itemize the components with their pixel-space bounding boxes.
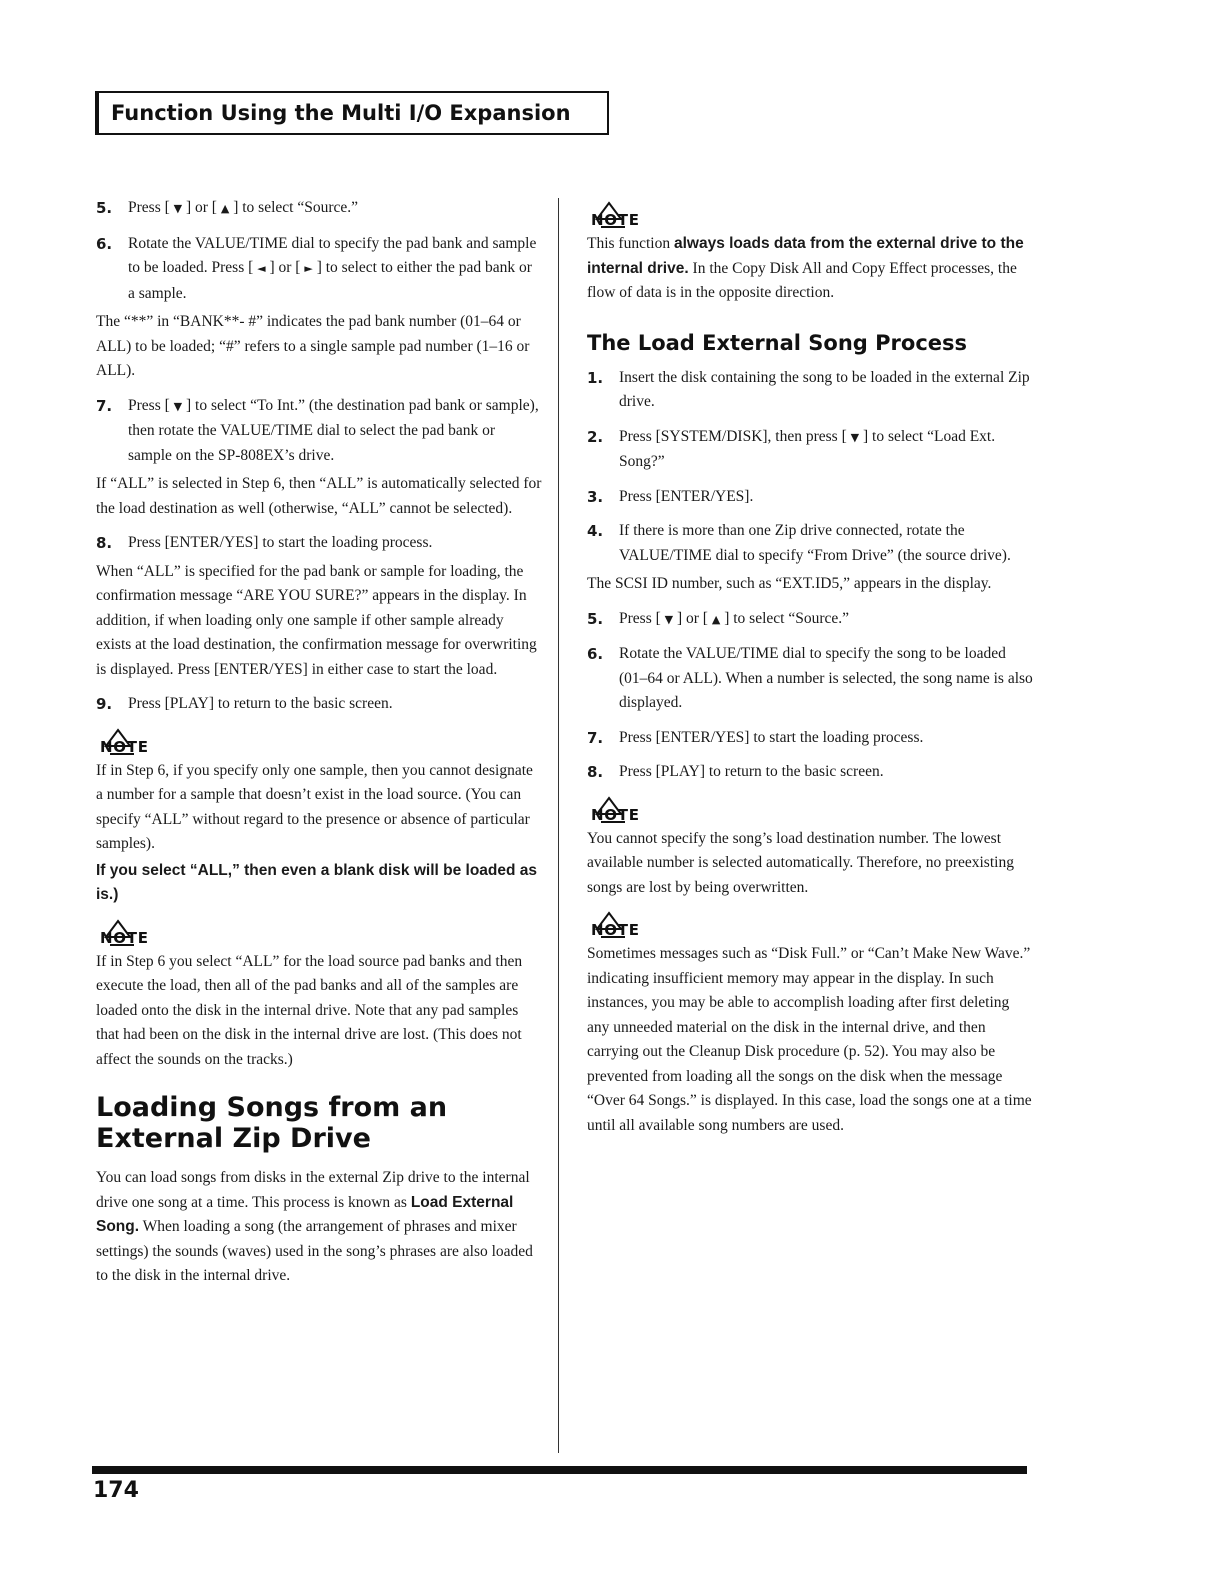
step-number: 6. [587,645,604,663]
footer-rule [92,1466,1027,1474]
note-insufficient-memory: Sometimes messages such as “Disk Full.” or “Can’t Make New Wave.” indicating insufficient memory may appear in the display. In such instances, you may be able to accomplish loading after first deleting any unneeded material on the disk in the internal drive, and then carrying out the Cleanup Disk procedure (p. 52). You may also be prevented from loading all the songs on the disk when the message “Over 64 Songs.” is displayed. In this case, load the songs one at a time until all available song numbers are used. [587,945,1032,1134]
left-arrow-icon: ◄ [257,262,266,275]
note-all-load: If in Step 6 you select “ALL” for the load source pad banks and then execute the load, then all of the pad banks and all of the samples are loaded onto the disk in the internal drive. Note that any pad samples that had been on the disk in the internal drive are lost. (This does not affect the sounds on the tracks.) [96,952,523,1068]
step-6-song-select: 6. Rotate the VALUE/TIME dial to specify the song to be loaded (01–64 or ALL). When a number is selected, the song name is also displayed. [587,642,1033,716]
note-icon [96,727,152,759]
svg-text:NOTE: NOTE [591,805,639,824]
svg-text:NOTE: NOTE [591,921,639,939]
confirmation-explanation: When “ALL” is specified for the pad bank or sample for loading, the confirmation message “ARE YOU SURE?” appears in the display. In addition, if when loading only one sample if other sample already exists at the load destination, the confirmation message for overwriting is displayed. Press [ENTER/YES] in either case to start the load. [96,562,537,678]
term-load-external-song: Load External Song. [96,1193,514,1235]
section-heading: Loading Songs from an External Zip Drive [96,1092,448,1154]
note-blank-disk: If you select “ALL,” then even a blank disk will be loaded as is.) [96,861,538,903]
step-5-source: 5. Press [ ▼ ] or [ ▲ ] to select “Source.” [587,607,1033,633]
step-number: 6. [96,234,113,253]
step-2-system-disk: 2. Press [SYSTEM/DISK], then press [ ▼ ] to select “Load Ext. Song?” [587,425,1033,475]
note-icon [96,918,152,950]
step-number: 2. [587,427,604,446]
note-icon [587,910,643,942]
down-arrow-icon: ▼ [173,399,183,413]
step-number: 9. [96,695,113,713]
svg-text:NOTE: NOTE [100,737,148,756]
note-single-sample: If in Step 6, if you specify only one sample, then you cannot designate a number for a sample that doesn’t exist in the load source. (You can specify “ALL” without regard to the presence or absence of particular samples). [96,761,533,852]
section-intro: You can load songs from disks in the external Zip drive to the internal drive one song at a time. This process is known as Load External Song. When loading a song (the arrangement of phrases and mixer settings) the sounds (waves) used in the song’s phrases are also loaded to the disk in the internal drive. [96,1169,533,1284]
down-arrow-icon: ▼ [664,612,674,626]
right-column [587,200,1033,1148]
step-number: 8. [587,763,604,781]
step-3-enter: 3. Press [ENTER/YES]. [587,485,1033,510]
down-arrow-icon: ▼ [850,430,860,444]
step-number: 7. [96,396,113,415]
right-arrow-icon: ► [304,262,313,275]
step-number: 1. [587,368,604,387]
step-number: 4. [587,522,604,540]
step-6-pad-bank: 6. Rotate the VALUE/TIME dial to specify the pad bank and sample to be loaded. Press [ ◄ ] or [ ► ] to select to either the pad bank or a sample. [96,232,542,307]
step-7-destination: 7. Press [ ▼ ] to select “To Int.” (the destination pad bank or sample), then rotate the VALUE/TIME dial to select the pad bank or sample on the SP-808EX’s drive. [96,394,542,469]
note-icon [587,200,643,232]
step-9-return: 9. Press [PLAY] to return to the basic screen. [96,692,542,717]
note-destination-number: You cannot specify the song’s load destination number. The lowest available number is selected automatically. Therefore, no preexisting songs are lost by being overwritten. [587,829,1014,896]
up-arrow-icon: ▲ [220,202,230,215]
step-number: 8. [96,534,113,552]
step-number: 7. [587,728,604,747]
step-8-start-loading: 8. Press [ENTER/YES] to start the loading process. [96,531,542,556]
step-number: 5. [96,199,113,217]
column-divider [558,198,559,1453]
down-arrow-icon: ▼ [173,202,183,215]
step-1-insert-disk: 1. Insert the disk containing the song to be loaded in the external Zip drive. [587,366,1033,415]
step-number: 5. [587,609,604,628]
all-selection-explanation: If “ALL” is selected in Step 6, then “ALL” is automatically selected for the load destination as well (otherwise, “ALL” cannot be selected). [96,475,542,517]
svg-text:NOTE: NOTE [100,928,148,947]
step-number: 3. [587,487,604,506]
note-icon [587,795,643,827]
step-8-return: 8. Press [PLAY] to return to the basic screen. [587,760,1033,785]
section-header-title: Function Using the Multi I/O Expansion [111,101,571,125]
left-column [96,196,542,1299]
step-7-start-loading: 7. Press [ENTER/YES] to start the loading process. [587,726,1033,751]
scsi-id-explanation: The SCSI ID number, such as “EXT.ID5,” appears in the display. [587,575,992,592]
svg-text:NOTE: NOTE [591,211,639,229]
step-5-source: 5. Press [ ▼ ] or [ ▲ ] to select “Source.” [96,196,542,222]
up-arrow-icon: ▲ [711,612,721,626]
step-4-from-drive: 4. If there is more than one Zip drive connected, rotate the VALUE/TIME dial to specify “From Drive” (the source drive). [587,519,1033,568]
page-number: 174 [93,1478,139,1503]
section-header-box [95,91,609,135]
subsection-heading: The Load External Song Process [587,330,968,355]
bank-number-explanation: The “**” in “BANK**- #” indicates the pad bank number (01–64 or ALL) to be loaded; “#” refers to a single sample pad number (1–16 or ALL). [96,313,530,379]
note-load-direction: This function always loads data from the external drive to the internal drive. In the Copy Disk All and Copy Effect processes, the flow of data is in the opposite direction. [587,235,1024,301]
